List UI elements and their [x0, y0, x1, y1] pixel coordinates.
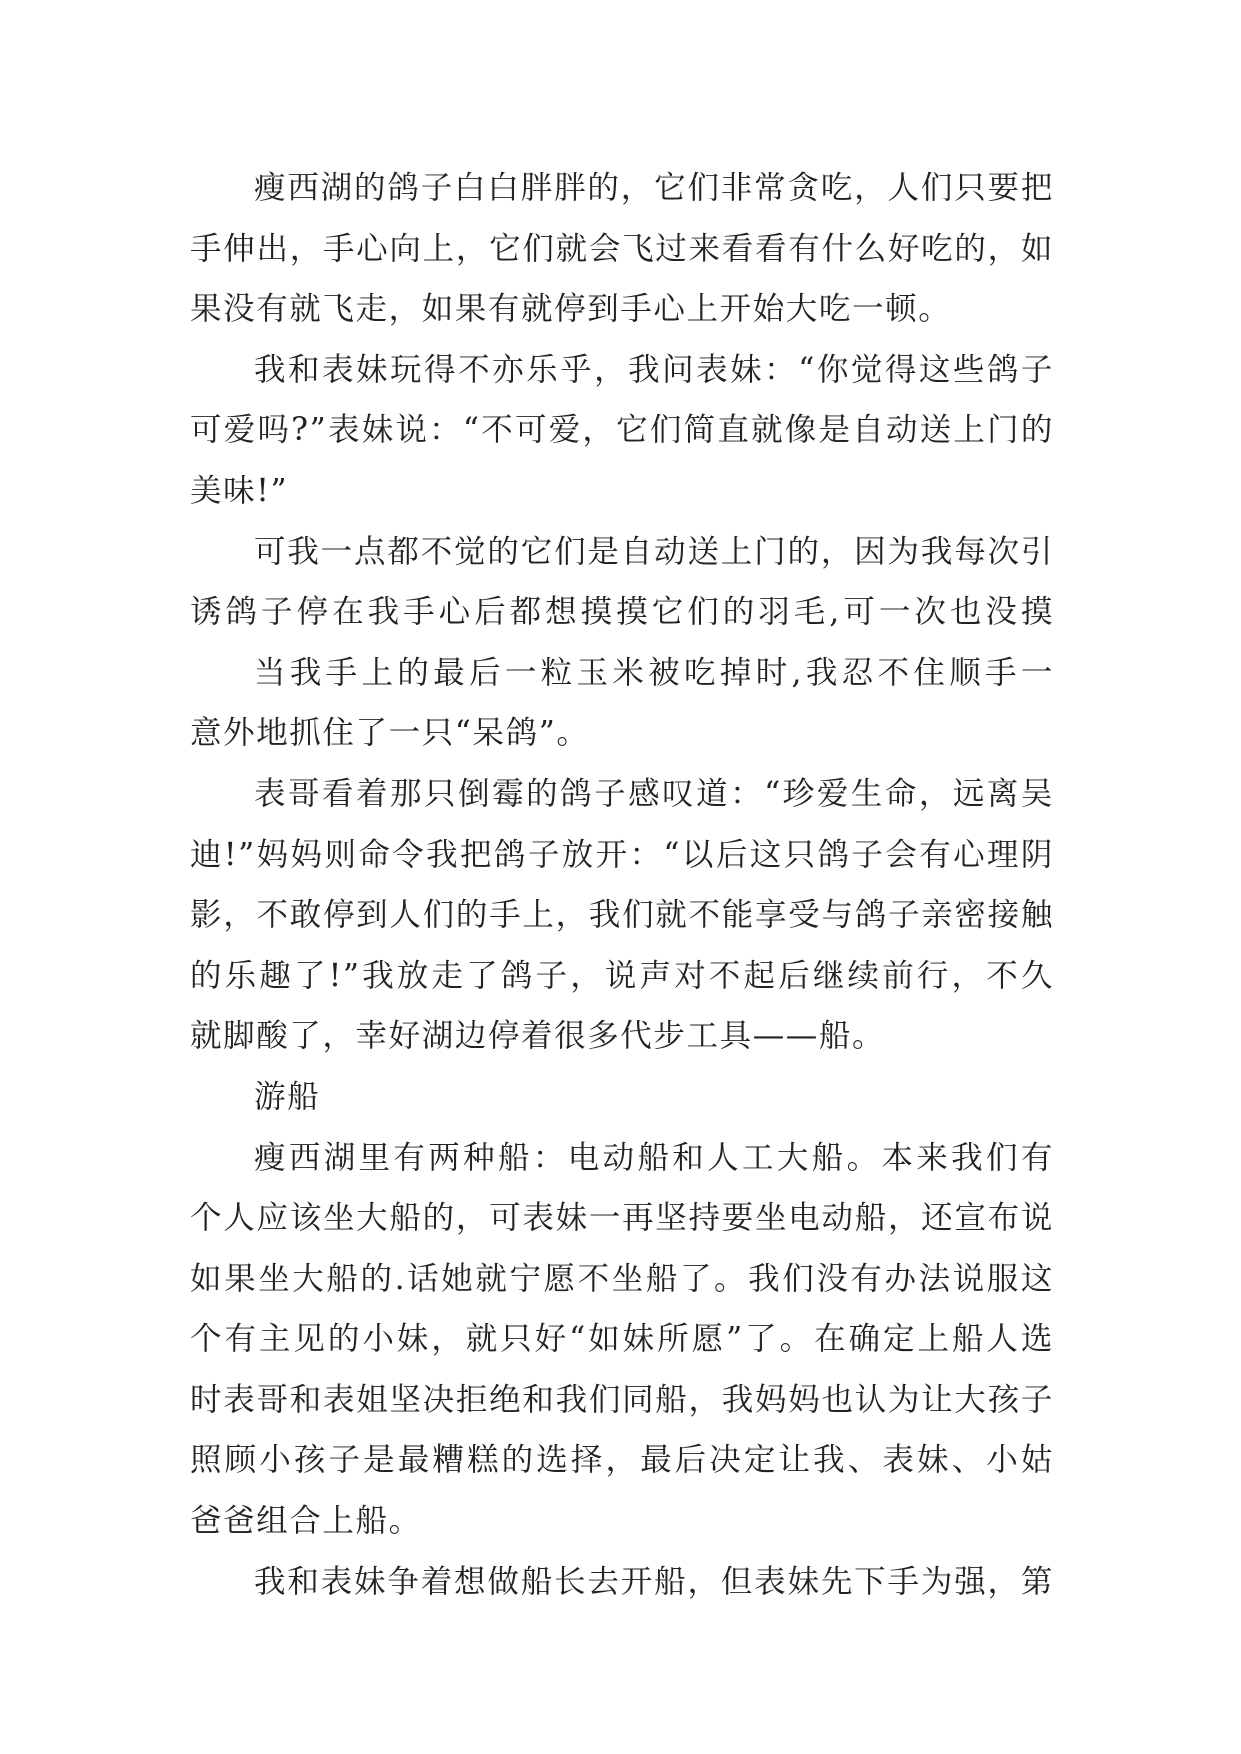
text-line: 时表哥和表姐坚决拒绝和我们同船，我妈妈也认为让大孩子 [190, 1381, 1054, 1418]
text-line: 诱鸽子停在我手心后都想摸摸它们的羽毛,可一次也没摸 [190, 594, 1054, 631]
text-line: 个有主见的小妹，就只好“如妹所愿”了。在确定上船人选 [190, 1321, 1054, 1358]
text-line: 的乐趣了!”我放走了鸽子，说声对不起后继续前行，不久 [190, 957, 1054, 994]
text-line: 果没有就飞走，如果有就停到手心上开始大吃一顿。 [190, 291, 952, 328]
text-line: 手伸出，手心向上，它们就会飞过来看看有什么好吃的，如 [190, 230, 1054, 267]
text-line: 可我一点都不觉的它们是自动送上门的，因为我每次引 [254, 533, 1054, 570]
text-line: 影，不敢停到人们的手上，我们就不能享受与鸽子亲密接触 [190, 897, 1054, 934]
document-body [190, 158, 1054, 1612]
text-line: 我和表妹玩得不亦乐乎，我问表妹：“你觉得这些鸽子 [254, 351, 1054, 388]
text-line: 当我手上的最后一粒玉米被吃掉时,我忍不住顺手一 [254, 654, 1054, 691]
text-line: 表哥看着那只倒霉的鸽子感叹道：“珍爱生命，远离吴 [254, 775, 1054, 812]
text-line: 游船 [254, 1078, 321, 1115]
text-line: 瘦西湖的鸽子白白胖胖的，它们非常贪吃，人们只要把 [254, 170, 1054, 206]
text-line: 照顾小孩子是最糟糕的选择，最后决定让我、表妹、小姑 [190, 1442, 1054, 1479]
text-line: 意外地抓住了一只“呆鸽”。 [190, 715, 590, 752]
text-line: 个人应该坐大船的，可表妹一再坚持要坐电动船，还宣布说 [190, 1200, 1054, 1237]
text-line: 就脚酸了，幸好湖边停着很多代步工具——船。 [190, 1018, 886, 1055]
text-line: 如果坐大船的.话她就宁愿不坐船了。我们没有办法说服这 [190, 1260, 1054, 1297]
text-line: 迪!”妈妈则命令我把鸽子放开：“以后这只鸽子会有心理阴 [190, 836, 1054, 873]
text-line: 瘦西湖里有两种船：电动船和人工大船。本来我们有 [254, 1139, 1054, 1176]
text-line: 我和表妹争着想做船长去开船，但表妹先下手为强，第 [254, 1563, 1054, 1600]
text-line: 可爱吗?”表妹说：“不可爱，它们简直就像是自动送上门的 [190, 412, 1054, 449]
text-line: 美味!” [190, 472, 289, 509]
text-line: 爸爸组合上船。 [190, 1503, 422, 1540]
